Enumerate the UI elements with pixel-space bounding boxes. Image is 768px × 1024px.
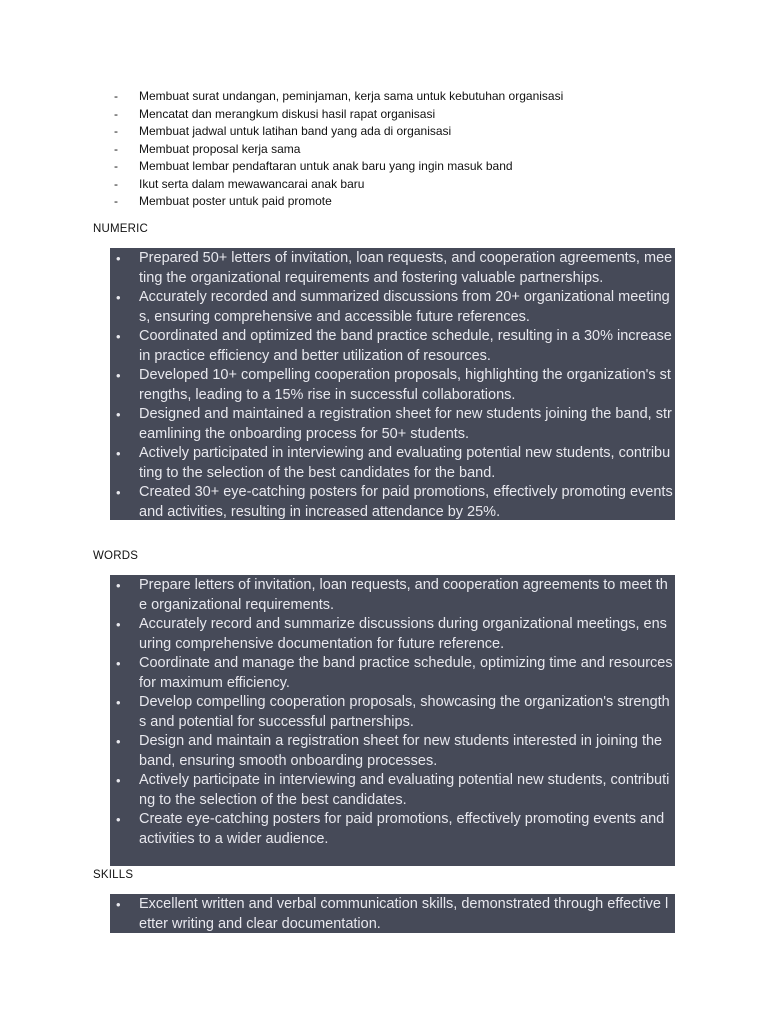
- list-item: [114, 106, 714, 124]
- list-item-text: Membuat poster untuk paid promote: [139, 194, 332, 208]
- list-item: [114, 176, 714, 194]
- list-item-text: Membuat jadwal untuk latihan band yang ada di organisasi: [139, 124, 452, 138]
- bullet-dot: •: [116, 656, 121, 671]
- list-item-text: Accurately recorded and summarized discussions from 20+ organizational meetings, ensuring comprehensive and accessible future references.: [139, 289, 670, 325]
- intro-task-list: [114, 88, 714, 211]
- bullet-dot: •: [116, 812, 121, 827]
- bullet-dot: •: [116, 617, 121, 632]
- dash-marker: -: [114, 124, 118, 138]
- numeric-bullet-list: [110, 249, 675, 522]
- list-item: [110, 771, 675, 810]
- skills-bullet-list: [110, 895, 675, 934]
- list-item-text: Prepared 50+ letters of invitation, loan requests, and cooperation agreements, meeting the organizational requirements and fostering valuable partnerships.: [139, 250, 673, 286]
- numeric-heading: NUMERIC: [93, 223, 149, 235]
- numeric-bullet-box: [110, 248, 675, 520]
- dash-marker: -: [114, 176, 118, 191]
- list-item-text: Develop compelling cooperation proposals, showcasing the organization's strengths and potential for successful partnerships.: [139, 694, 670, 730]
- list-item-text: Prepare letters of invitation, loan requests, and cooperation agreements to meet the organizational requirements.: [139, 577, 668, 613]
- dash-marker: -: [114, 89, 118, 103]
- bullet-dot: •: [116, 897, 121, 912]
- words-bullet-list: [110, 576, 675, 849]
- skills-heading: SKILLS: [93, 869, 134, 881]
- list-item-text: Mencatat dan merangkum diskusi hasil rapat organisasi: [139, 106, 436, 121]
- list-item-text: Coordinated and optimized the band practice schedule, resulting in a 30% increase in practice efficiency and better utilization of resources.: [139, 328, 672, 364]
- list-item-text: Create eye-catching posters for paid promotions, effectively promoting events and activities to a wider audience.: [139, 811, 665, 847]
- bullet-dot: •: [116, 578, 121, 593]
- skills-bullet-box: [110, 894, 675, 933]
- list-item: [110, 444, 675, 483]
- list-item: [110, 615, 675, 654]
- list-item: [110, 327, 675, 366]
- list-item: [110, 693, 675, 732]
- list-item-text: Accurately record and summarize discussions during organizational meetings, ensuring comprehensive documentation for future reference.: [139, 616, 667, 652]
- bullet-dot: •: [116, 407, 121, 422]
- bullet-dot: •: [116, 290, 121, 305]
- list-item: [114, 141, 714, 159]
- list-item-text: Actively participate in interviewing and evaluating potential new students, contributing to the selection of the best candidates.: [139, 772, 670, 808]
- bullet-dot: •: [116, 446, 121, 461]
- list-item: [114, 158, 714, 176]
- list-item: [114, 193, 714, 211]
- list-item: [110, 366, 675, 405]
- bullet-dot: •: [116, 329, 121, 344]
- list-item-text: Membuat lembar pendaftaran untuk anak baru yang ingin masuk band: [139, 159, 513, 173]
- list-item-text: Developed 10+ compelling cooperation proposals, highlighting the organization's strengths, leading to a 15% rise in successful collaborations.: [139, 367, 671, 403]
- list-item: [110, 405, 675, 444]
- list-item: [110, 895, 675, 934]
- list-item-text: Membuat surat undangan, peminjaman, kerja sama untuk kebutuhan organisasi: [139, 89, 564, 103]
- list-item-text: Membuat proposal kerja sama: [139, 141, 301, 156]
- list-item-text: Designed and maintained a registration sheet for new students joining the band, streamlining the onboarding process for 50+ students.: [139, 406, 672, 442]
- list-item-text: Excellent written and verbal communication skills, demonstrated through effective letter writing and clear documentation.: [139, 896, 669, 932]
- list-item-text: Coordinate and manage the band practice schedule, optimizing time and resources for maximum efficiency.: [139, 655, 673, 691]
- list-item: [110, 288, 675, 327]
- list-item: [110, 810, 675, 849]
- list-item: [110, 654, 675, 693]
- dash-marker: -: [114, 159, 118, 173]
- list-item-text: Created 30+ eye-catching posters for paid promotions, effectively promoting events and activities, resulting in increased attendance by 25%.: [139, 484, 673, 520]
- list-item: [110, 249, 675, 288]
- bullet-dot: •: [116, 485, 121, 500]
- bullet-dot: •: [116, 251, 121, 266]
- bullet-dot: •: [116, 773, 121, 788]
- list-item: [114, 88, 714, 106]
- bullet-dot: •: [116, 368, 121, 383]
- words-heading: WORDS: [93, 550, 139, 562]
- list-item-text: Actively participated in interviewing and evaluating potential new students, contributing to the selection of the best candidates for the band.: [139, 445, 671, 481]
- list-item: [110, 732, 675, 771]
- list-item-text: Design and maintain a registration sheet for new students interested in joining the band, ensuring smooth onboarding processes.: [139, 733, 663, 769]
- dash-marker: -: [114, 194, 118, 208]
- words-bullet-box: [110, 575, 675, 866]
- list-item-text: Ikut serta dalam mewawancarai anak baru: [139, 176, 365, 191]
- bullet-dot: •: [116, 734, 121, 749]
- dash-marker: -: [114, 106, 118, 121]
- dash-marker: -: [114, 141, 118, 156]
- list-item: [110, 483, 675, 522]
- bullet-dot: •: [116, 695, 121, 710]
- list-item: [110, 576, 675, 615]
- list-item: [114, 123, 714, 141]
